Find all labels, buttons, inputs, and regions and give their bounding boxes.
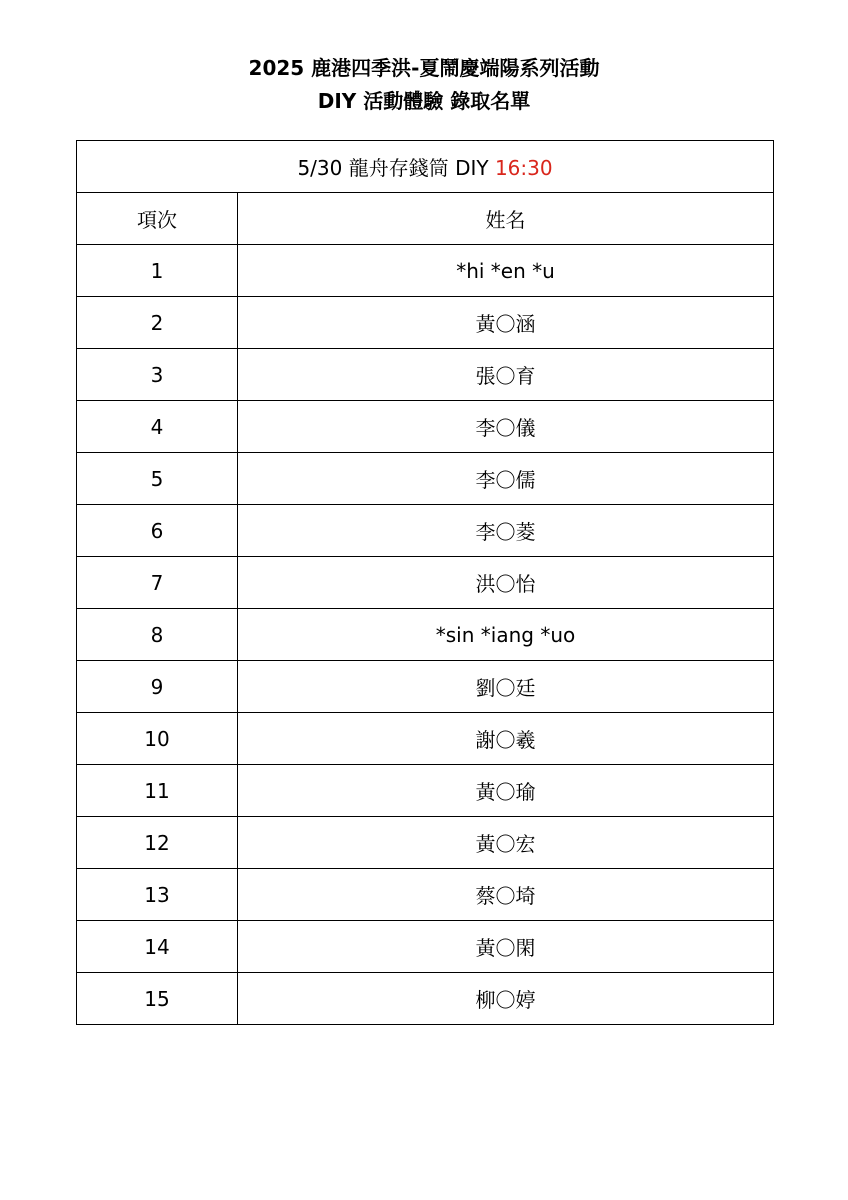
row-index: 12 bbox=[77, 817, 238, 869]
row-name: 李〇菱 bbox=[238, 505, 774, 557]
table-row bbox=[77, 401, 774, 453]
table-row bbox=[77, 713, 774, 765]
document-subtitle: DIY 活動體驗 錄取名單 bbox=[317, 89, 531, 113]
session-label: 5/30 龍舟存錢筒 DIY bbox=[297, 156, 495, 180]
row-name: *hi *en *u bbox=[238, 245, 774, 297]
table-row bbox=[77, 661, 774, 713]
row-index: 14 bbox=[77, 921, 238, 973]
row-name: 黃〇瑜 bbox=[238, 765, 774, 817]
row-name: 張〇育 bbox=[238, 349, 774, 401]
row-name: 黃〇閑 bbox=[238, 921, 774, 973]
row-index: 3 bbox=[77, 349, 238, 401]
row-index: 9 bbox=[77, 661, 238, 713]
row-name: 蔡〇埼 bbox=[238, 869, 774, 921]
row-name: 劉〇廷 bbox=[238, 661, 774, 713]
row-index: 6 bbox=[77, 505, 238, 557]
column-header-index: 項次 bbox=[77, 193, 238, 245]
row-index: 4 bbox=[77, 401, 238, 453]
row-name: 黃〇宏 bbox=[238, 817, 774, 869]
table-row bbox=[77, 453, 774, 505]
row-name: 柳〇婷 bbox=[238, 973, 774, 1025]
table-row bbox=[77, 765, 774, 817]
row-index: 15 bbox=[77, 973, 238, 1025]
table-row bbox=[77, 297, 774, 349]
row-name: 李〇儀 bbox=[238, 401, 774, 453]
session-cell bbox=[77, 141, 774, 193]
admission-list-table bbox=[76, 140, 774, 1025]
table-row bbox=[77, 869, 774, 921]
column-header-row bbox=[77, 193, 774, 245]
session-header-row bbox=[77, 141, 774, 193]
table-row bbox=[77, 921, 774, 973]
row-name: 黃〇涵 bbox=[238, 297, 774, 349]
table-row bbox=[77, 349, 774, 401]
table-row bbox=[77, 245, 774, 297]
table-row bbox=[77, 609, 774, 661]
row-index: 10 bbox=[77, 713, 238, 765]
row-index: 8 bbox=[77, 609, 238, 661]
session-time: 16:30 bbox=[494, 156, 553, 180]
row-name: *sin *iang *uo bbox=[238, 609, 774, 661]
table-row bbox=[77, 973, 774, 1025]
table-row bbox=[77, 817, 774, 869]
row-index: 2 bbox=[77, 297, 238, 349]
document-title: 2025 鹿港四季洪-夏鬧慶端陽系列活動 bbox=[248, 56, 600, 80]
row-index: 1 bbox=[77, 245, 238, 297]
table-row bbox=[77, 505, 774, 557]
row-index: 11 bbox=[77, 765, 238, 817]
row-index: 13 bbox=[77, 869, 238, 921]
table-row bbox=[77, 557, 774, 609]
row-name: 洪〇怡 bbox=[238, 557, 774, 609]
row-name: 李〇儒 bbox=[238, 453, 774, 505]
row-name: 謝〇羲 bbox=[238, 713, 774, 765]
column-header-name: 姓名 bbox=[238, 193, 774, 245]
row-index: 7 bbox=[77, 557, 238, 609]
row-index: 5 bbox=[77, 453, 238, 505]
